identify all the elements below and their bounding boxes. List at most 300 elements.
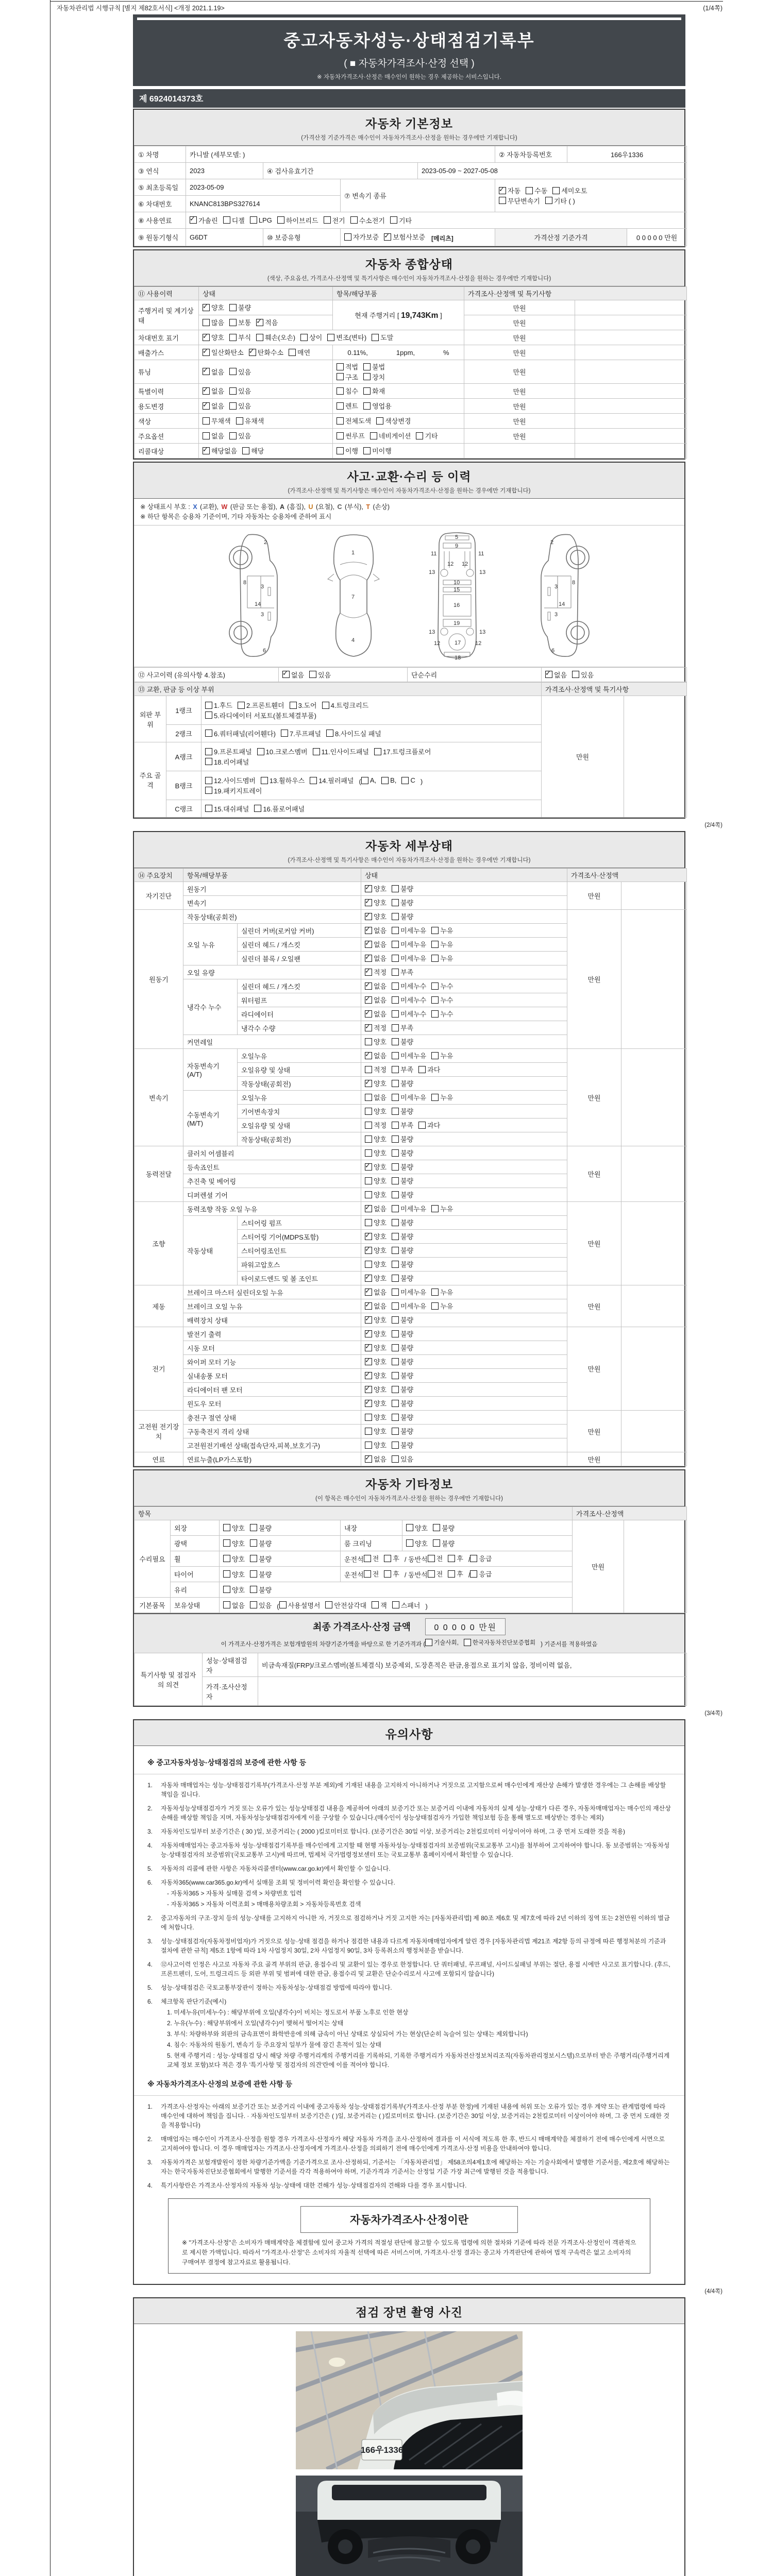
remark-cell	[575, 414, 687, 429]
unchecked-checkbox-icon	[392, 1414, 399, 1421]
notice-item-number: 3.	[147, 2159, 153, 2166]
color-detail	[333, 414, 464, 429]
unchecked-checkbox-icon	[229, 387, 237, 395]
remark-cell	[621, 1049, 687, 1146]
unchecked-checkbox-icon	[364, 1555, 371, 1562]
option-label: 안전삼각대	[334, 1601, 367, 1609]
checkbox-option	[363, 401, 392, 411]
notice-item	[147, 1804, 671, 1822]
option-label: 양호	[415, 1539, 428, 1548]
detail-header	[134, 832, 684, 868]
checkbox-option	[229, 302, 251, 312]
panel-number: 3	[261, 584, 264, 590]
checkbox-option	[365, 884, 386, 893]
col-header: 가격조사·산정액	[567, 869, 687, 882]
text: ]	[438, 311, 442, 319]
checkbox-option	[337, 446, 358, 455]
checkbox-option	[203, 332, 224, 342]
sub-group-label: 자동변속기 (A/T)	[183, 1049, 238, 1091]
checkbox-option	[365, 981, 386, 991]
option-label: 양호	[211, 334, 225, 342]
detail-subtitle: (가격조사·산정액 및 특기사항은 매수인이 자동차가격조사·산정을 원하는 경우에만 기재합니다)	[288, 857, 531, 863]
checkbox-option	[431, 995, 453, 1005]
checkbox-option	[324, 215, 345, 225]
unchecked-checkbox-icon	[392, 1316, 399, 1324]
unchecked-checkbox-icon	[322, 702, 329, 709]
option-label: 스패너	[400, 1601, 421, 1609]
state-code-label: (부식),	[344, 503, 363, 511]
checkbox-option	[392, 1037, 413, 1046]
option-label: 유채색	[244, 417, 264, 426]
state-options	[361, 1230, 567, 1244]
field-label: ⑧ 사용연료	[135, 212, 186, 229]
checkbox-option	[290, 700, 317, 710]
row-label: 주행거리 및 계기상태	[135, 300, 199, 330]
option-label: 미세누유	[400, 941, 427, 949]
detail-row	[135, 1146, 687, 1160]
checkbox-option	[416, 431, 438, 440]
item-label: 변속기	[183, 896, 361, 910]
text: [메리츠]	[431, 234, 453, 242]
option-label: 양호	[232, 1539, 245, 1548]
checkbox-option	[236, 416, 264, 426]
remark-cell	[624, 1520, 687, 1613]
checkbox-option	[431, 1009, 453, 1019]
unchecked-checkbox-icon	[448, 1570, 455, 1578]
state-options	[361, 1411, 567, 1425]
option-label: 불량	[442, 1524, 455, 1532]
unchecked-checkbox-icon	[205, 730, 212, 737]
option-label: 디젤	[231, 216, 245, 225]
field-label: ③ 연식	[135, 163, 186, 179]
inspector-opinion-table	[134, 1653, 687, 1706]
option-label: 적정	[374, 1066, 387, 1074]
notice-item	[147, 1781, 671, 1799]
page-marker-1: (1/4쪽)	[703, 5, 722, 12]
row-label: 튜닝	[135, 360, 199, 384]
option-label: 부족	[400, 1122, 414, 1130]
state-code: U	[307, 503, 315, 511]
unchecked-checkbox-icon	[277, 216, 284, 224]
item-label: 원동기	[183, 882, 361, 896]
checkbox-option	[392, 1120, 413, 1130]
checkbox-option	[392, 1259, 413, 1269]
checkbox-option	[392, 1287, 426, 1297]
unchecked-checkbox-icon	[401, 777, 409, 784]
remark-cell	[621, 1411, 687, 1452]
usage-change-detail	[333, 399, 464, 414]
option-label: 불량	[400, 1330, 414, 1338]
text: 운전석	[344, 1571, 364, 1579]
unchecked-checkbox-icon	[205, 758, 212, 765]
unchecked-checkbox-icon	[372, 334, 379, 341]
option-label: 영업용	[372, 402, 392, 411]
checked-checkbox-icon	[203, 349, 210, 356]
checkbox-option	[281, 728, 321, 738]
item-label: 스티어링 기어(MDPS포함)	[238, 1230, 361, 1244]
option-label: 없음	[374, 1205, 387, 1213]
accident-history-table	[134, 667, 687, 682]
price-cell: 만원	[464, 300, 575, 315]
emission-values	[333, 345, 464, 360]
checked-checkbox-icon	[365, 1080, 372, 1087]
unchecked-checkbox-icon	[365, 1442, 372, 1449]
unchecked-checkbox-icon	[281, 730, 288, 737]
unchecked-checkbox-icon	[376, 417, 383, 425]
item-label: 오일유량 및 상태	[238, 1118, 361, 1132]
unchecked-checkbox-icon	[392, 1386, 399, 1393]
checkbox-option	[392, 1398, 413, 1408]
option-label: 3.도어	[298, 702, 317, 709]
checkbox-option	[203, 401, 224, 411]
option-label: 없음	[374, 1094, 387, 1102]
panel-number: 10	[453, 580, 460, 586]
option-label: 자가보증	[353, 233, 379, 242]
checkbox-option	[381, 776, 396, 784]
state-options	[361, 1160, 567, 1174]
unchecked-checkbox-icon	[370, 432, 377, 439]
checked-checkbox-icon	[365, 941, 372, 948]
section-detail-state	[133, 831, 685, 1467]
unchecked-checkbox-icon	[392, 1275, 399, 1282]
option-label: 불량	[259, 1586, 272, 1594]
notice-item-text: 자동차매매업자는 중고자동차 성능·상태점검기록부를 매수인에게 고지할 때 현행 자동차성능·상태점검자의 보증범위(국토교통부 고시)를 첨부하여 고지하여야 합니다. 동 보증범위는 '자동차성능·상태점검자의 보증범위'(국토교통부 고시)에 따르며, 법제처 국가법령정보센터 또는 국토교통부 홈페이지에서 확인할 수 있습니다.	[161, 1842, 670, 1858]
unchecked-checkbox-icon	[545, 197, 552, 204]
checkbox-option	[365, 1301, 386, 1311]
checkbox-option	[545, 196, 575, 206]
unchecked-checkbox-icon	[365, 1261, 372, 1268]
option-label: 18.리어패널	[214, 758, 249, 766]
checkbox-option	[205, 775, 256, 785]
checkbox-option	[223, 1554, 245, 1564]
unchecked-checkbox-icon	[526, 187, 533, 194]
option-label: 도말	[380, 334, 394, 342]
notice-item-text: 체크항목 판단기준(예시) 1. 미세누유(미세누수) : 해당부위에 오일(냉각수)이 비치는 정도로서 부품 노후로 인한 현상 2. 누유(누수) : 해당부위에서 오일(냉각수)이 맺혀서 떨어지는 상태 3. 부식: 차량하부와 외판의 금속표면이 화학반응에 의해 금속이 아닌 상태로 상실되어 가는 현상(단순히 녹슬어 있는 상태는 제외합니다) 4. 침수: 자동차의 원동기, 변속기 등 주요장치 일부가 물에 잠긴 흔적이 있는 상태 5. 현재 주행거리 : 성능·상태점검 당시 해당 차량 주행거리계의 주행거리를 기록하되, 기록한 주행거리가 자동차전산정보처리조직(자동차관리정보시스템)으로부터 받은 주행거리(주행거리계 교체 정보 포함)보다 적은 경우 '특기사항 및 점검자의 의견'란에 이를 적어야 합니다.	[161, 1997, 671, 2070]
notice-item-text: 자동차의 리콜에 관한 사항은 자동차리콜센터(www.car.go.kr)에서 확인할 수 있습니다.	[161, 1865, 391, 1872]
checked-checkbox-icon	[203, 368, 210, 375]
device-group-label: 원동기	[135, 910, 183, 1049]
option-label: 있음	[238, 387, 251, 396]
checkbox-option	[365, 1217, 386, 1227]
option-label: 양호	[374, 1344, 387, 1352]
notice-item-number: 2.	[147, 1914, 153, 1922]
checkbox-option	[229, 367, 251, 377]
row-label: 유리	[171, 1582, 220, 1598]
checkbox-option	[250, 1523, 272, 1533]
remark-cell	[621, 1146, 687, 1202]
unchecked-checkbox-icon	[365, 1149, 372, 1157]
notice-item	[147, 1997, 671, 2070]
checked-checkbox-icon	[499, 187, 506, 194]
checkbox-option	[392, 1245, 413, 1255]
checkbox-option	[229, 332, 251, 342]
unchecked-checkbox-icon	[250, 1555, 257, 1562]
notice-item	[147, 1983, 671, 1992]
text: )	[425, 1602, 428, 1611]
notice-item-number: 4.	[147, 1961, 153, 1968]
state-options	[361, 1425, 567, 1438]
checkbox-option	[392, 953, 426, 963]
remark-cell	[575, 429, 687, 444]
field-label: ⑩ 보증유형	[263, 229, 341, 246]
checkbox-option	[205, 757, 249, 767]
checkbox-option	[433, 1523, 455, 1533]
remark-cell	[575, 315, 687, 330]
detail-row	[135, 910, 687, 924]
state-options	[361, 1174, 567, 1188]
option-label: 없음	[374, 1289, 387, 1297]
option-label: 기타	[398, 216, 412, 225]
checkbox-option	[223, 1538, 245, 1548]
row-label: 가격·조사산정 자	[203, 1677, 258, 1706]
state-options	[361, 1452, 567, 1466]
checkbox-option	[203, 367, 224, 377]
remark-cell	[621, 1202, 687, 1285]
checkbox-option	[431, 1092, 453, 1102]
unchecked-checkbox-icon	[363, 402, 371, 410]
sub-group-label: 작동상태	[183, 1216, 238, 1285]
unchecked-checkbox-icon	[431, 982, 439, 990]
option-label: 누수	[440, 996, 453, 1005]
checkbox-option	[392, 1384, 413, 1394]
unchecked-checkbox-icon	[392, 1372, 399, 1379]
inspector-opinion-text: 비금속재질(FRP)/크로스멤버(볼트체결식) 보증제외, 도장흔적은 판금,용접으로 표기치 않음, 정비이력 없음,	[258, 1653, 687, 1677]
notice-sub-item: 3. 부식: 차량하부와 외판의 금속표면이 화학반응에 의해 금속이 아닌 상태로 상실되어 가는 현상(단순히 녹슬어 있는 상태는 제외합니다)	[167, 2030, 528, 2038]
unchecked-checkbox-icon	[433, 1539, 440, 1547]
checkbox-option	[365, 1245, 386, 1255]
notice-item-text: 자동차성능상태점검자가 거짓 또는 오류가 있는 성능상태점검 내용을 제공하여 아래의 보증기간 또는 보증거리 이내에 자동차의 실제 성능·상태가 다른 경우, 자동차매매업자는 매수인의 재산상 손해를 배상할 책임을 지며, 자동차성능상태점검자에게 이를 구상할 수 있습니다.(매수인이 성능상태점검자가 가입한 책임보험 등을 통해 별도로 배상받는 경우는 제외)	[161, 1805, 671, 1821]
checkbox-option	[242, 446, 264, 455]
unchecked-checkbox-icon	[365, 1177, 372, 1184]
option-label: 13.휠하우스	[269, 777, 305, 785]
panel-number: 6	[263, 648, 266, 654]
unchecked-checkbox-icon	[337, 363, 344, 370]
option-label: 17.트렁크플로어	[382, 748, 431, 756]
notice-item	[147, 2181, 671, 2190]
field-label: ⑤ 최초등록일	[135, 179, 186, 196]
checkbox-option	[250, 1585, 272, 1595]
masthead-stripe	[137, 18, 681, 20]
base-price-label: 가격산정 기준가격	[495, 229, 627, 246]
unchecked-checkbox-icon	[205, 777, 212, 784]
checkbox-option	[392, 1092, 426, 1102]
item-label: 실린더 헤드 / 개스킷	[238, 979, 361, 993]
checkbox-option	[309, 670, 331, 680]
checkbox-option	[552, 185, 587, 195]
text: /	[468, 1555, 470, 1564]
unchecked-checkbox-icon	[431, 1094, 439, 1101]
checkbox-option	[256, 332, 295, 342]
checkbox-option	[365, 925, 386, 935]
option-label: 없음	[232, 1601, 245, 1609]
checkbox-option	[337, 372, 358, 382]
checked-checkbox-icon	[365, 1275, 372, 1282]
price-cell: 만원	[567, 1285, 621, 1327]
form-meta	[57, 3, 722, 12]
option-label: 하이브리드	[285, 216, 318, 225]
row-label: 특별이력	[135, 384, 199, 399]
etc-header	[134, 1470, 684, 1506]
notice-item-number: 3.	[147, 1938, 153, 1945]
state-code: T	[364, 503, 372, 511]
panel-number: 12	[475, 640, 482, 647]
option-label: 미세누유	[400, 955, 427, 963]
option-label: 미세누유	[400, 1302, 427, 1311]
unchecked-checkbox-icon	[365, 1066, 372, 1073]
option-label: 미세누유	[400, 927, 427, 935]
state-options	[361, 1077, 567, 1091]
interior-options	[402, 1520, 573, 1536]
state-code-label: (요철),	[316, 503, 334, 511]
checkbox-option	[250, 1600, 272, 1610]
state-code-label: (흠집),	[287, 503, 306, 511]
unchecked-checkbox-icon	[223, 1539, 230, 1547]
section-notice	[133, 1719, 685, 2285]
unchecked-checkbox-icon	[289, 349, 296, 356]
checkbox-option	[365, 1287, 386, 1297]
photos-header	[134, 2298, 684, 2324]
panel-number: 1	[351, 550, 355, 556]
option-label: 19.패키지트레이	[214, 787, 262, 795]
checked-checkbox-icon	[365, 1302, 372, 1310]
item-label: 오일유량 및 상태	[238, 1063, 361, 1077]
option-label: 적정	[374, 1122, 387, 1130]
checked-checkbox-icon	[365, 885, 372, 892]
unchecked-checkbox-icon	[223, 1586, 230, 1593]
state-options	[361, 952, 567, 965]
unchecked-checkbox-icon	[310, 777, 317, 784]
option-label: 썬루프	[345, 432, 365, 440]
state-options	[361, 965, 567, 979]
panel-number: 14	[559, 601, 565, 607]
price-cell	[464, 444, 575, 459]
state-options	[361, 979, 567, 993]
checkbox-option	[277, 215, 318, 225]
checkbox-option	[289, 347, 310, 357]
option-label: 양호	[415, 1524, 428, 1532]
unchecked-checkbox-icon	[418, 1122, 426, 1129]
checkbox-option	[431, 953, 453, 963]
option-label: 불량	[400, 1177, 414, 1185]
checkbox-option	[365, 1231, 386, 1241]
option-label: 해당없음	[211, 447, 238, 455]
option-label: 없음	[211, 368, 225, 376]
divider	[134, 2095, 684, 2096]
item-label: 배력장치 상태	[183, 1313, 361, 1327]
option-label: 없음	[374, 955, 387, 963]
notice-item-text: 중고자동차의 구조·장치 등의 성능·상태를 고지하지 아니한 자, 거짓으로 점검하거나 거짓 고지한 자는 [자동차관리법] 제 80조 제6호 및 제7호에 따라 2년 이하의 징역 또는 2천만원 이하의 벌금에 처합니다.	[161, 1914, 670, 1931]
checked-checkbox-icon	[203, 387, 210, 395]
checkbox-option	[392, 1190, 413, 1199]
exchange-rank-table	[134, 682, 687, 818]
option-label: 있음	[581, 671, 594, 679]
checked-checkbox-icon	[365, 982, 372, 990]
item-label: 구동축전지 격리 상태	[183, 1425, 361, 1438]
remark-cell	[575, 384, 687, 399]
unchecked-checkbox-icon	[205, 711, 212, 719]
unchecked-checkbox-icon	[392, 1205, 399, 1212]
option-label: 없음	[374, 1010, 387, 1019]
option-label: 불량	[259, 1539, 272, 1548]
panel-number: 19	[453, 620, 460, 626]
unchecked-checkbox-icon	[431, 1052, 439, 1059]
rank-label: C랭크	[166, 800, 201, 818]
checkbox-option	[376, 416, 411, 426]
checkbox-option	[392, 1064, 413, 1074]
state-options	[361, 1383, 567, 1397]
unchecked-checkbox-icon	[392, 1219, 399, 1226]
checkbox-option	[363, 372, 385, 382]
checkbox-option	[392, 981, 426, 991]
option-label: 응급	[479, 1555, 492, 1563]
notice-sub-item: 4. 침수: 자동차의 원동기, 변속기 등 주요장치 일부가 물에 잠긴 흔적이 있는 상태	[167, 2041, 382, 2048]
unchecked-checkbox-icon	[392, 913, 399, 920]
form-reference: 자동차관리법 시행규칙 [별지 제82호서식] <개정 2021.1.19>	[57, 5, 225, 12]
col-header: 항목/해당부품	[183, 869, 361, 882]
checkbox-option	[499, 185, 520, 195]
checkbox-option	[406, 1538, 428, 1548]
price-cell: 만원	[567, 910, 621, 1049]
option-label: 미세누유	[400, 1289, 427, 1297]
option-label: 없음	[374, 982, 387, 991]
option-label: 전기	[332, 216, 345, 225]
notice-title: 유의사항	[385, 1727, 433, 1741]
unchecked-checkbox-icon	[392, 982, 399, 990]
notice-item-number: 5.	[147, 1865, 153, 1872]
checkbox-option	[392, 1412, 413, 1422]
masthead	[133, 14, 685, 108]
basic-items-options	[220, 1598, 573, 1613]
detail-row	[135, 1411, 687, 1425]
checkbox-option	[261, 775, 305, 785]
text: (	[277, 1602, 279, 1611]
document	[133, 14, 722, 2576]
main-option-detail	[333, 429, 464, 444]
checkbox-option	[223, 1569, 245, 1579]
unchecked-checkbox-icon	[384, 1555, 391, 1562]
panel-number: 8	[572, 580, 576, 586]
checkbox-option	[203, 386, 224, 396]
checkbox-option	[392, 939, 426, 949]
checkbox-option	[337, 401, 358, 411]
checkbox-option	[365, 911, 386, 921]
checked-checkbox-icon	[365, 1010, 372, 1018]
option-label: 불량	[400, 1108, 414, 1116]
unchecked-checkbox-icon	[392, 1289, 399, 1296]
panel-number: 13	[479, 569, 486, 575]
unchecked-checkbox-icon	[431, 1289, 439, 1296]
remark-cell	[621, 1452, 687, 1466]
item-label: 실린더 헤드 / 개스킷	[238, 938, 361, 952]
checked-checkbox-icon	[190, 216, 197, 224]
state-options	[361, 924, 567, 938]
notice-sub-item: 1. 미세누유(미세누수) : 해당부위에 오일(냉각수)이 비치는 정도로서 부품 노후로 인한 현상	[167, 2009, 409, 2016]
notice-sub-item: - 자동차365 > 자동차 실매물 검색 > 차량번호 입력	[167, 1890, 302, 1897]
option-label: 없음	[211, 432, 225, 440]
unchecked-checkbox-icon	[250, 1539, 257, 1547]
option-label: 전	[372, 1570, 379, 1579]
panel-number: 3	[554, 584, 558, 590]
option-label: 누수	[440, 982, 453, 991]
checkbox-option	[372, 332, 393, 342]
unchecked-checkbox-icon	[344, 233, 351, 241]
price-cell: 만원	[464, 414, 575, 429]
unchecked-checkbox-icon	[223, 1524, 230, 1531]
checkbox-option	[229, 317, 251, 327]
unchecked-checkbox-icon	[392, 1066, 399, 1073]
unchecked-checkbox-icon	[242, 447, 249, 454]
row-label: 외장	[171, 1520, 220, 1536]
